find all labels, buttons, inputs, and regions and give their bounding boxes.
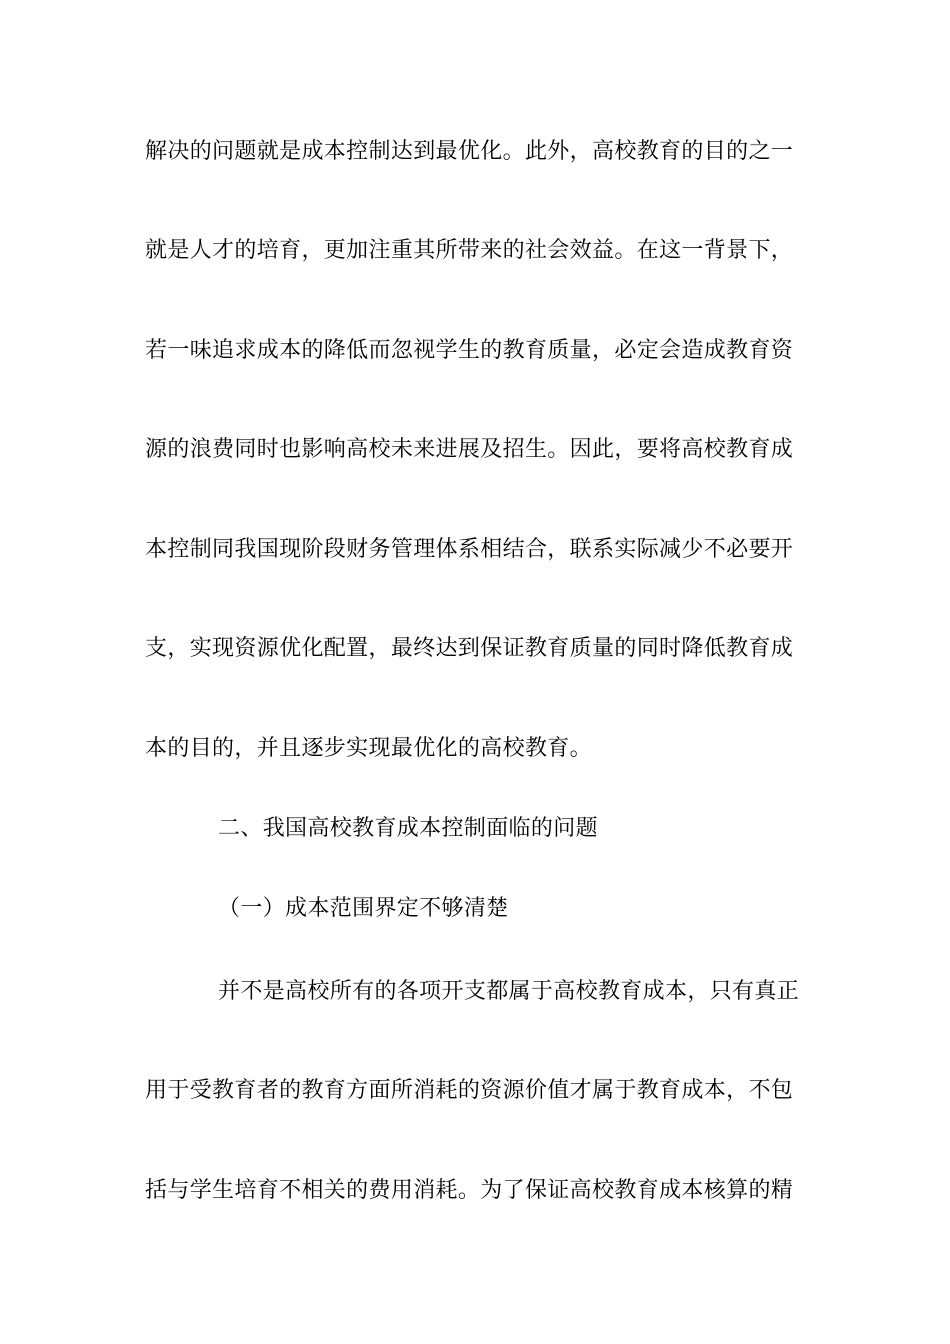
section-heading: 二、我国高校教育成本控制面临的问题 [218,816,598,841]
paragraph-line: 用于受教育者的教育方面所消耗的资源价值才属于教育成本，不包 [145,1078,794,1103]
paragraph-line: 解决的问题就是成本控制达到最优化。此外，高校教育的目的之一 [145,139,794,164]
paragraph-line: 源的浪费同时也影响高校未来进展及招生。因此，要将高校教育成 [145,437,794,462]
paragraph-line: 本控制同我国现阶段财务管理体系相结合，联系实际减少不必要开 [145,537,794,562]
paragraph-line: 若一味追求成本的降低而忽视学生的教育质量，必定会造成教育资 [145,338,794,363]
subsection-heading: （一）成本范围界定不够清楚 [218,896,509,921]
paragraph-line: 本的目的，并且逐步实现最优化的高校教育。 [145,736,593,761]
paragraph-line: 就是人才的培育，更加注重其所带来的社会效益。在这一背景下， [145,238,794,263]
paragraph-line: 并不是高校所有的各项开支都属于高校教育成本，只有真正 [218,979,800,1004]
paragraph-line: 括与学生培育不相关的费用消耗。为了保证高校教育成本核算的精 [145,1178,794,1203]
paragraph-line: 支，实现资源优化配置，最终达到保证教育质量的同时降低教育成 [145,636,794,661]
